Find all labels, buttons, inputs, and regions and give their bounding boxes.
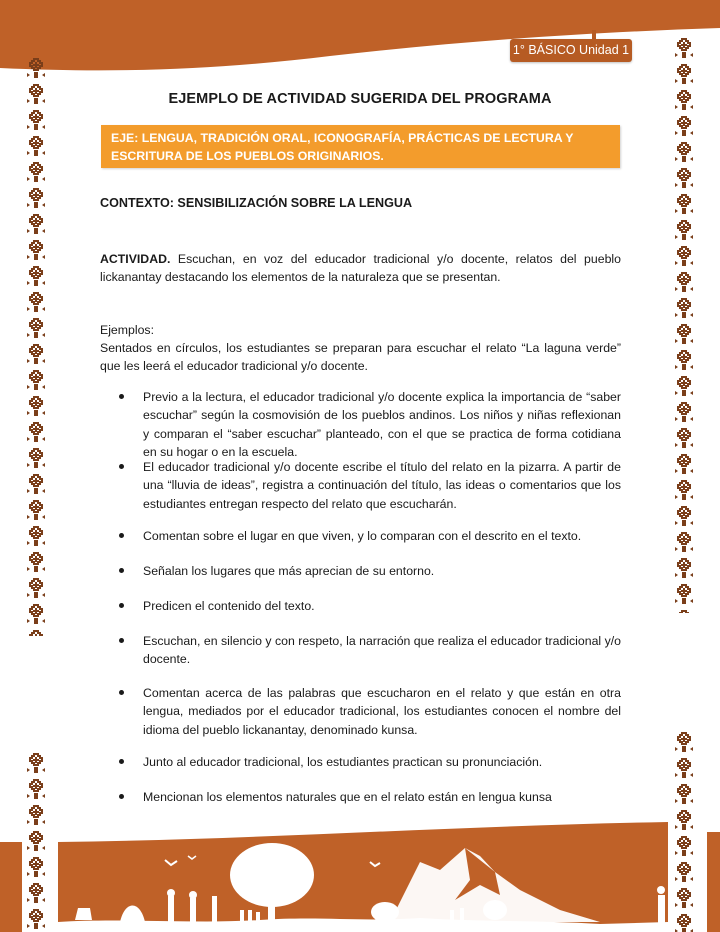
activity-paragraph: [100, 250, 621, 287]
eje-banner: EJE: LENGUA, TRADICIÓN ORAL, ICONOGRAFÍA, PRÁCTICAS DE LECTURA Y ESCRITURA DE LOS PUEBLOS ORIGINARIOS.: [101, 125, 620, 168]
list-item: Comentan acerca de las palabras que escucharon en el relato y que están en otra lengua, mediados por el educador tradicional, los estudiantes conocen el nombre del idioma del pueblo lickanantay, denominado kunsa.: [100, 684, 621, 739]
list-item: El educador tradicional y/o docente escribe el título del relato en la pizarra. A partir de una “lluvia de ideas”, registra a continuación del título, las ideas o comentarios que los estudiantes entregan respecto del relato que escucharán.: [100, 458, 621, 513]
bullet-icon: [119, 464, 124, 469]
page-title: EJEMPLO DE ACTIVIDAD SUGERIDA DEL PROGRAMA: [168, 91, 552, 107]
bullet-icon: [119, 794, 124, 799]
activity-label: ACTIVIDAD.: [100, 252, 171, 266]
grade-unit-badge: 1° BÁSICO Unidad 1: [510, 39, 632, 62]
list-item: Comentan sobre el lugar en que viven, y lo comparan con el descrito en el texto.: [100, 527, 621, 545]
andean-border-left-top: [25, 58, 47, 636]
list-item: Junto al educador tradicional, los estudiantes practican su pronunciación.: [100, 753, 621, 771]
andean-border-right-top: [673, 38, 695, 613]
context-heading: CONTEXTO: SENSIBILIZACIÓN SOBRE LA LENGUA: [100, 196, 413, 210]
list-item: Predicen el contenido del texto.: [100, 597, 621, 615]
list-item: Escuchan, en silencio y con respeto, la narración que realiza el educador tradicional y/o docente.: [100, 632, 621, 669]
examples-intro: Sentados en círculos, los estudiantes se preparan para escuchar el relato “La laguna verde” que les leerá el educador tradicional y/o docente.: [100, 341, 621, 374]
footer-landscape-illustration: [0, 810, 720, 932]
bullet-icon: [119, 759, 124, 764]
list-item: Mencionan los elementos naturales que en el relato están en lengua kunsa: [100, 788, 621, 806]
list-item: Previo a la lectura, el educador tradicional y/o docente explica la importancia de “saber escuchar” según la cosmovisión de los pueblos andinos. Los niños y niñas reflexionan y comparan el “saber escuchar” planteado, con el que se practica de forma cotidiana en su hogar o en la escuela.: [100, 388, 621, 461]
bullet-icon: [119, 638, 124, 643]
activity-text: Escuchan, en voz del educador tradicional y/o docente, relatos del pueblo lickanantay destacando los elementos de la naturaleza que se presentan.: [100, 252, 621, 285]
bullet-icon: [119, 394, 124, 399]
bullet-icon: [119, 568, 124, 573]
examples-label: Ejemplos:: [100, 323, 154, 337]
bullet-icon: [119, 603, 124, 608]
bullet-icon: [119, 533, 124, 538]
list-item: Señalan los lugares que más aprecian de su entorno.: [100, 562, 621, 580]
bullet-icon: [119, 690, 124, 695]
